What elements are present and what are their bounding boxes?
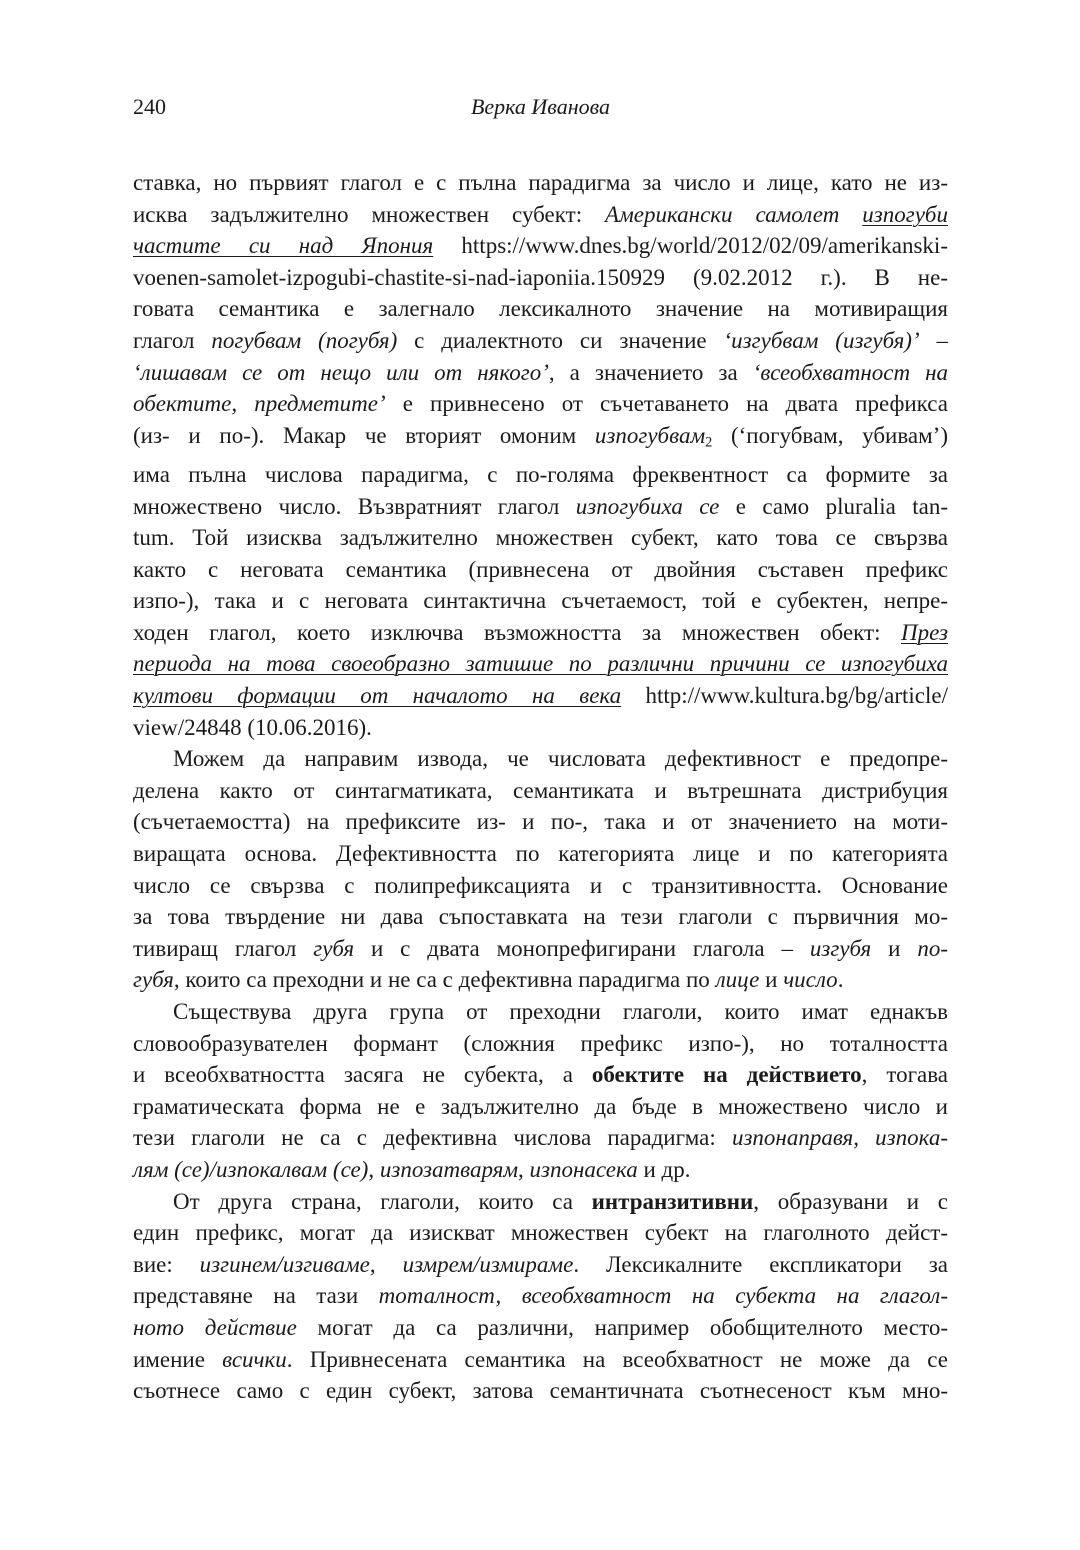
- text-run: интранзитивни: [591, 1188, 754, 1214]
- running-header: Верка Иванова: [470, 94, 611, 119]
- text-run: ното действие: [133, 1314, 297, 1340]
- text-run: ,: [369, 1251, 403, 1277]
- text-line: [133, 230, 948, 262]
- text-run: изгубя: [809, 935, 872, 961]
- text-run: както с неговата семантика (привнесена от двойния съставен префикс: [133, 556, 948, 582]
- text-run: (из- и по-). Макар че вторият омоним: [133, 422, 595, 448]
- text-line: [133, 293, 948, 325]
- text-run: и всеобхватността засяга не субекта, а: [133, 1062, 592, 1088]
- text-run: изпогубиха се: [575, 493, 720, 519]
- text-run: число: [783, 967, 838, 993]
- text-run: , които са преходни и не са с дефективна парадигма по: [173, 967, 716, 993]
- text-line: [133, 1375, 948, 1407]
- text-line: [133, 996, 948, 1028]
- body-text: [133, 167, 948, 1407]
- text-run: view/24848 (10.06.2016).: [133, 714, 372, 740]
- text-run: вие:: [133, 1251, 200, 1277]
- page-number: 240: [133, 94, 166, 119]
- text-line: [133, 1122, 948, 1154]
- text-run: губя: [313, 935, 355, 961]
- text-run: ‘всеобхватност на: [752, 359, 948, 385]
- text-line: [133, 1059, 948, 1091]
- text-run: ‘изгубвам (изгубя)’: [723, 327, 920, 353]
- paragraph: [133, 996, 948, 1186]
- text-run: лям (се)/изпокалвам (се): [133, 1156, 369, 1182]
- text-run: множествено число. Възвратният глагол: [133, 493, 576, 519]
- text-run: има пълна числова парадигма, с по-голяма фреквентност са формите за: [133, 461, 948, 487]
- text-line: [133, 1154, 948, 1186]
- text-line: [133, 1312, 948, 1344]
- text-run: губя: [133, 967, 174, 993]
- text-line: [133, 933, 948, 965]
- text-run: , образувани и с: [753, 1188, 948, 1214]
- text-run: число се свързва с полипрефиксацията и с транзитивността. Основание: [133, 872, 948, 898]
- text-line: [133, 1249, 948, 1281]
- text-line: [133, 325, 948, 357]
- text-run: тивиращ глагол: [133, 935, 314, 961]
- text-run: представяне на тази: [133, 1283, 379, 1309]
- paragraph: [133, 167, 948, 743]
- text-run: . Лексикалните експликатори за: [573, 1251, 949, 1277]
- text-run: делена както от синтагматиката, семантиката и вътрешната дистрибуция: [133, 777, 948, 803]
- text-run: изгинем/изгиваме: [199, 1251, 370, 1277]
- text-run: частите си над Япония: [133, 233, 434, 259]
- text-run: (‘погубвам, убивам’): [712, 422, 949, 448]
- text-run: могат да са различни, например обобщителното место-: [296, 1314, 948, 1340]
- text-line: [133, 1028, 948, 1060]
- text-run: , а значението за: [548, 359, 753, 385]
- text-line: [133, 901, 948, 933]
- text-run: говата семантика е залегнало лексикалното значение на мотивиращия: [133, 296, 948, 322]
- text-line: [133, 522, 948, 554]
- text-run: погубвам (погубя): [211, 327, 398, 353]
- text-run: с диалектното си значение: [397, 327, 724, 353]
- text-line: [133, 491, 948, 523]
- text-line: [133, 964, 948, 996]
- text-run: и: [759, 967, 784, 993]
- text-run: лице: [715, 967, 760, 993]
- text-run: е само pluralia tan-: [719, 493, 948, 519]
- text-line: [133, 870, 948, 902]
- text-line: [133, 775, 948, 807]
- text-line: [133, 648, 948, 680]
- text-line: [133, 712, 948, 744]
- text-line: [133, 680, 948, 712]
- text-line: [133, 357, 948, 389]
- text-run: обектите, предметите’: [133, 391, 386, 417]
- text-run: https://www.dnes.bg/world/2012/02/09/amerikanski-: [433, 233, 948, 259]
- text-run: ,: [368, 1156, 380, 1182]
- text-run: . Привнесената семантика на всеобхватност не може да се: [286, 1346, 948, 1372]
- text-line: [133, 1217, 948, 1249]
- text-line: [133, 420, 948, 459]
- text-line: [133, 167, 948, 199]
- text-run: и: [871, 935, 918, 961]
- text-run: Можем да направим извода, че числовата дефективност е предопре-: [173, 746, 948, 772]
- text-line: [133, 1344, 948, 1376]
- text-run: по-: [917, 935, 948, 961]
- text-run: изпонасека: [529, 1156, 638, 1182]
- text-line: [133, 554, 948, 586]
- text-run: http://www.kultura.bg/bg/article/: [621, 683, 949, 709]
- text-run: съотнесе само с един субект, затова семантичната съотнесеност към мно-: [133, 1378, 948, 1404]
- text-line: [133, 617, 948, 649]
- text-run: тоталност, всеобхватност на субекта на глагол-: [378, 1283, 948, 1309]
- text-run: исква задължително множествен субект:: [133, 201, 606, 227]
- text-run: ‘лишавам се от нещо или от някого’: [133, 359, 549, 385]
- paragraph: [133, 1186, 948, 1407]
- text-run: 2: [705, 434, 713, 451]
- text-run: изпозатварям: [379, 1156, 519, 1182]
- text-run: ставка, но първият глагол е с пълна парадигма за число и лице, като не из-: [133, 170, 948, 195]
- text-run: изпогуби: [862, 201, 948, 227]
- text-run: е привнесено от съчетаването на двата префикса: [385, 391, 948, 417]
- text-run: и др.: [637, 1156, 691, 1182]
- text-line: [133, 388, 948, 420]
- text-line: [133, 838, 948, 870]
- text-run: ходен глагол, което изключва възможността за множествен обект:: [133, 619, 901, 645]
- page-header: [133, 94, 948, 126]
- text-line: [133, 1186, 948, 1218]
- text-run: Американски самолет: [605, 201, 863, 227]
- text-line: [133, 1091, 948, 1123]
- text-run: тези глаголи не са с дефективна числова парадигма:: [133, 1125, 732, 1151]
- text-line: [133, 585, 948, 617]
- text-run: глагол: [133, 327, 212, 353]
- text-run: изпогубвам: [594, 422, 706, 448]
- paragraph: [133, 743, 948, 996]
- text-run: –: [919, 327, 949, 353]
- text-line: [133, 459, 948, 491]
- text-run: .: [837, 967, 844, 993]
- text-run: словообразувателен формант (сложния префикс изпо-), но тоталността: [133, 1030, 948, 1056]
- text-run: имение: [133, 1346, 223, 1372]
- text-run: всички: [222, 1346, 287, 1372]
- text-run: Съществува друга група от преходни глаголи, които имат еднакъв: [173, 999, 948, 1024]
- text-run: изпонаправя, изпока-: [731, 1125, 948, 1151]
- text-line: [133, 743, 948, 775]
- text-line: [133, 1280, 948, 1312]
- text-run: tum. Той изисква задължително множествен субект, като това се свързва: [133, 525, 948, 551]
- text-run: През: [901, 619, 948, 645]
- text-run: voenen-samolet-izpogubi-chastite-si-nad-iaponiia.150929 (9.02.2012 г.). В не-: [133, 264, 948, 290]
- text-run: От друга страна, глаголи, които са: [173, 1188, 592, 1214]
- text-run: измрем/измираме: [402, 1251, 574, 1277]
- text-run: граматическата форма не е задължително да бъде в множествено число и: [133, 1093, 948, 1119]
- text-run: култови формации от началото на века: [133, 683, 622, 709]
- text-run: , тогава: [861, 1062, 949, 1088]
- text-run: ,: [518, 1156, 530, 1182]
- text-run: за това твърдение ни дава съпоставката на тези глаголи с първичния мо-: [133, 904, 948, 930]
- text-run: (съчетаемостта) на префиксите из- и по-, така и от значението на моти-: [133, 809, 948, 835]
- text-run: обектите на действието: [591, 1062, 862, 1088]
- text-line: [133, 262, 948, 294]
- text-run: и с двата монопрефигирани глагола –: [354, 935, 810, 961]
- text-run: един префикс, могат да изискват множествен субект на глаголното дейст-: [133, 1220, 948, 1246]
- text-run: изпо-), така и с неговата синтактична съчетаемост, той е субектен, непре-: [133, 588, 948, 614]
- text-run: периода на това своеобразно затишие по различни причини се изпогубиха: [133, 651, 948, 677]
- text-line: [133, 806, 948, 838]
- text-line: [133, 199, 948, 231]
- text-run: виращата основа. Дефективността по категорията лице и по категорията: [133, 841, 948, 867]
